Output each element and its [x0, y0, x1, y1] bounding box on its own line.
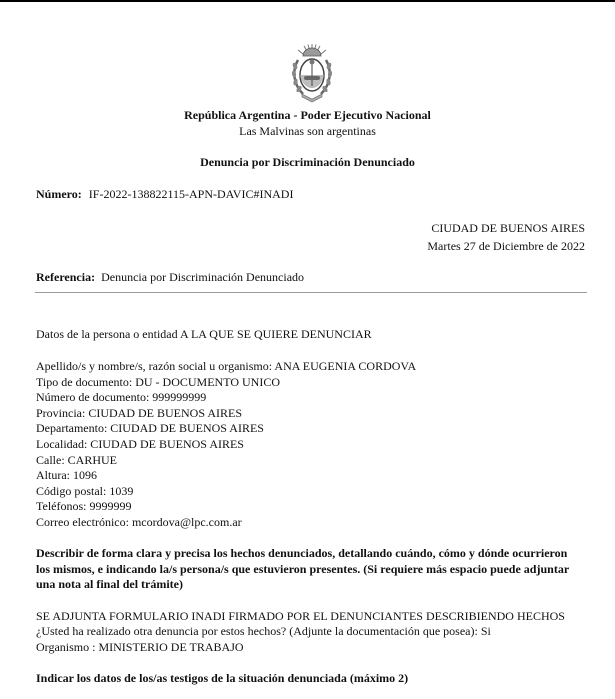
referencia-row	[36, 270, 304, 285]
field-line: Calle: CARHUE	[36, 452, 117, 467]
numero-row	[36, 187, 293, 202]
organismo: Organismo : MINISTERIO DE TRABAJO	[36, 640, 244, 654]
document-type-title: Denuncia por Discriminación Denunciado	[200, 155, 415, 169]
field-line: Provincia: CIUDAD DE BUENOS AIRES	[36, 405, 242, 420]
attachment-note: SE ADJUNTA FORMULARIO INADI FIRMADO POR EL DENUNCIANTES DESCRIBIENDO HECHOS	[36, 609, 565, 623]
field-line: Número de documento: 999999999	[36, 390, 207, 405]
field-line: Teléfonos: 9999999	[36, 499, 132, 514]
referencia-value: Denuncia por Discriminación Denunciado	[101, 270, 305, 284]
referencia-label: Referencia:	[36, 270, 96, 284]
field-line: Tipo de documento: DU - DOCUMENTO UNICO	[36, 374, 280, 389]
government-title: República Argentina - Poder Ejecutivo Nacional	[184, 108, 431, 122]
field-line: Correo electrónico: mcordova@lpc.com.ar	[36, 514, 242, 529]
instructions: Describir de forma clara y precisa los hechos denunciados, detallando cuándo, cómo y dónde ocurrieron los mismos, e indicando la/s persona/s que estuvieron presentes. (Si requiere más espacio puede adjuntar una nota al final del trámite)	[36, 546, 569, 591]
numero-label: Número:	[36, 187, 82, 201]
field-line: Localidad: CIUDAD DE BUENOS AIRES	[36, 436, 244, 451]
city: CIUDAD DE BUENOS AIRES	[431, 221, 585, 235]
field-line: Altura: 1096	[36, 468, 97, 483]
field-line: Departamento: CIUDAD DE BUENOS AIRES	[36, 421, 264, 436]
field-line: Código postal: 1039	[36, 483, 134, 498]
date: Martes 27 de Diciembre de 2022	[427, 239, 585, 253]
slogan: Las Malvinas son argentinas	[239, 124, 376, 138]
section-title: Datos de la persona o entidad A LA QUE SE QUIERE DENUNCIAR	[36, 327, 372, 341]
prior-complaint: ¿Usted ha realizado otra denuncia por estos hechos? (Adjunte la documentación que posea): Si	[36, 624, 491, 638]
field-line: Apellido/s y nombre/s, razón social u organismo: ANA EUGENIA CORDOVA	[36, 359, 417, 373]
person-fields	[36, 359, 596, 531]
witnesses-title: Indicar los datos de los/as testigos de la situación denunciada (máximo 2)	[36, 671, 409, 685]
numero-value: IF-2022-138822115-APN-DAVIC#INADI	[88, 187, 294, 201]
coat-of-arms-icon	[289, 42, 335, 106]
divider	[35, 292, 587, 293]
